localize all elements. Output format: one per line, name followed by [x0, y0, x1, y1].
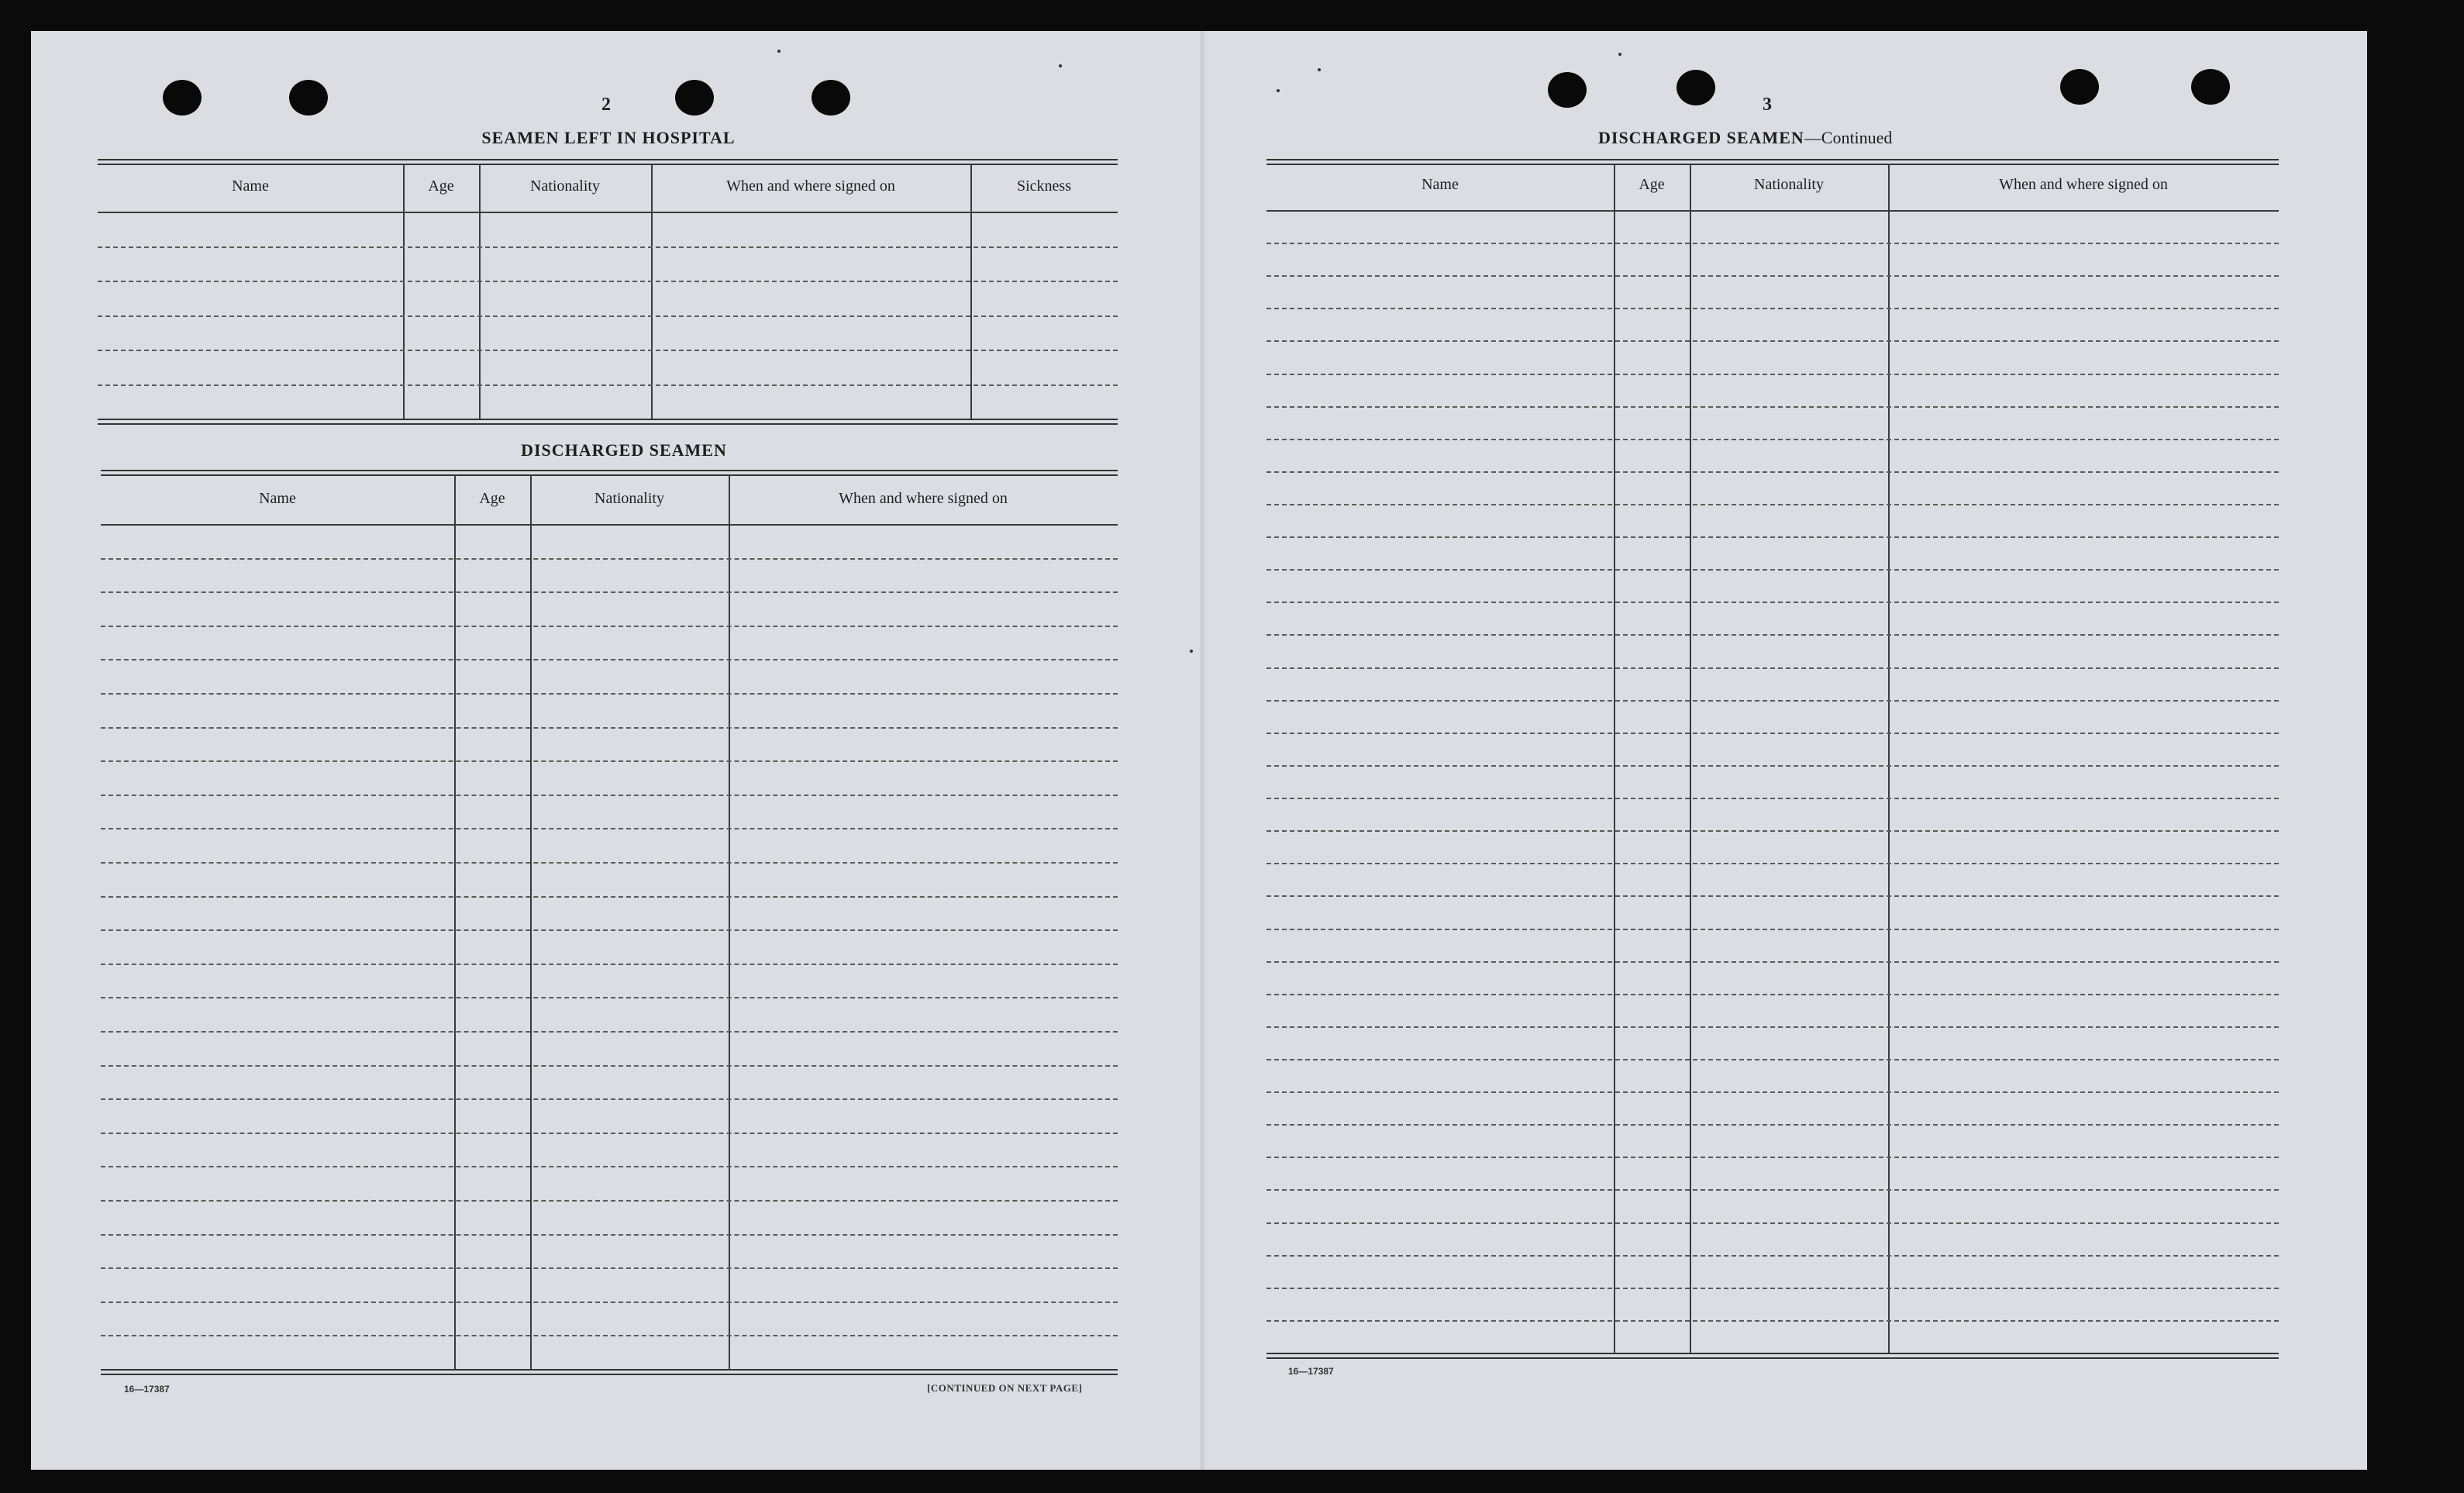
page-number: 2	[601, 95, 611, 115]
discharged-section-title: DISCHARGED SEAMEN	[521, 440, 727, 460]
form-number: 16—17387	[124, 1384, 170, 1395]
table-row	[1266, 765, 2279, 767]
header-rule	[98, 212, 1118, 213]
table-row	[1266, 406, 2279, 408]
table-row	[101, 558, 1118, 560]
table-row	[101, 1335, 1118, 1336]
table-row	[101, 862, 1118, 864]
paper-speck	[1190, 650, 1193, 653]
punch-hole	[1548, 72, 1587, 108]
table-row	[98, 247, 1118, 248]
column-header: Age	[428, 178, 454, 195]
table-bottom-rule	[98, 423, 1118, 425]
paper-speck	[1618, 53, 1621, 56]
table-row	[1266, 929, 2279, 930]
table-row	[98, 281, 1118, 282]
column-header: Name	[232, 178, 269, 195]
table-row	[101, 964, 1118, 965]
table-row	[101, 795, 1118, 796]
column-header: When and where signed on	[1999, 176, 2168, 193]
paper-speck	[777, 50, 781, 53]
table-row	[1266, 798, 2279, 799]
table-row	[1266, 439, 2279, 440]
table-row	[101, 1098, 1118, 1100]
table-row	[101, 1133, 1118, 1134]
table-top-rule	[1266, 159, 2279, 160]
table-row	[1266, 569, 2279, 571]
table-row	[101, 929, 1118, 931]
hospital-section-title: SEAMEN LEFT IN HOSPITAL	[481, 128, 736, 147]
discharged-table	[101, 470, 1118, 1374]
table-row	[1266, 1026, 2279, 1028]
column-header: Nationality	[594, 490, 664, 507]
paper-speck	[1277, 89, 1280, 92]
section-title-suffix: —Continued	[1804, 128, 1893, 147]
table-row	[1266, 308, 2279, 309]
table-bottom-rule	[1266, 1353, 2279, 1354]
paper-speck	[1059, 64, 1062, 67]
table-row	[1266, 504, 2279, 505]
punch-hole	[675, 80, 714, 116]
page-number: 3	[1763, 95, 1772, 115]
table-row	[1266, 1255, 2279, 1257]
table-row	[1266, 340, 2279, 342]
table-top-rule	[98, 159, 1118, 160]
table-row	[101, 1267, 1118, 1269]
table-bottom-rule	[98, 419, 1118, 420]
header-rule	[101, 524, 1118, 526]
table-row	[98, 315, 1118, 317]
paper-speck	[1318, 68, 1321, 71]
column-header: Age	[1639, 176, 1665, 193]
punch-hole	[2060, 69, 2099, 105]
column-header: Name	[1422, 176, 1459, 193]
table-row	[1266, 243, 2279, 244]
punch-hole	[812, 80, 850, 116]
table-row	[1266, 830, 2279, 832]
column-header: Name	[259, 490, 296, 507]
table-row	[1266, 667, 2279, 669]
table-bottom-rule	[101, 1369, 1118, 1371]
table-row	[1266, 700, 2279, 702]
table-row	[101, 896, 1118, 898]
table-bottom-rule	[101, 1374, 1118, 1375]
table-row	[1266, 733, 2279, 734]
column-divider	[479, 164, 481, 419]
table-row	[101, 727, 1118, 729]
punch-hole	[1677, 70, 1715, 105]
table-row	[101, 626, 1118, 627]
table-top-rule	[101, 474, 1118, 476]
table-row	[101, 760, 1118, 762]
table-row	[1266, 1124, 2279, 1126]
column-divider	[651, 164, 653, 419]
hospital-table	[98, 159, 1118, 422]
table-row	[1266, 374, 2279, 375]
table-row	[1266, 634, 2279, 636]
continued-note: [CONTINUED ON NEXT PAGE]	[927, 1382, 1083, 1394]
table-row	[101, 693, 1118, 695]
discharged-continued-title	[1598, 128, 1892, 148]
table-row	[1266, 536, 2279, 538]
table-row	[101, 828, 1118, 829]
table-row	[98, 350, 1118, 351]
column-header: Sickness	[1017, 178, 1071, 195]
table-row	[1266, 1320, 2279, 1322]
table-row	[1266, 863, 2279, 864]
table-row	[1266, 1091, 2279, 1093]
table-row	[101, 1302, 1118, 1303]
table-row	[101, 1200, 1118, 1202]
table-row	[1266, 961, 2279, 963]
table-row	[101, 1031, 1118, 1033]
discharged-continued-table	[1266, 159, 2279, 1359]
table-row	[1266, 471, 2279, 473]
column-divider	[970, 164, 972, 419]
table-top-rule	[101, 470, 1118, 471]
table-top-rule	[1266, 164, 2279, 165]
column-header: Nationality	[530, 178, 600, 195]
punch-hole	[289, 80, 328, 116]
table-row	[1266, 275, 2279, 277]
column-header: When and where signed on	[839, 490, 1008, 507]
column-header: When and where signed on	[726, 178, 895, 195]
table-row	[1266, 895, 2279, 897]
table-row	[101, 1234, 1118, 1236]
form-number: 16—17387	[1288, 1366, 1334, 1377]
column-header: Nationality	[1754, 176, 1824, 193]
table-row	[98, 384, 1118, 386]
table-row	[1266, 602, 2279, 603]
column-header: Age	[479, 490, 505, 507]
table-row	[1266, 1059, 2279, 1060]
table-row	[1266, 1157, 2279, 1158]
center-fold	[1200, 31, 1204, 1470]
table-row	[101, 997, 1118, 998]
header-rule	[1266, 210, 2279, 212]
table-row	[101, 659, 1118, 660]
table-row	[1266, 1189, 2279, 1191]
table-bottom-rule	[1266, 1357, 2279, 1359]
table-row	[101, 1166, 1118, 1167]
table-row	[1266, 1288, 2279, 1289]
table-row	[101, 1065, 1118, 1067]
table-row	[1266, 1222, 2279, 1224]
table-row	[101, 591, 1118, 593]
table-top-rule	[98, 164, 1118, 165]
punch-hole	[163, 80, 202, 116]
table-row	[1266, 994, 2279, 995]
section-title: DISCHARGED SEAMEN	[1598, 128, 1804, 147]
column-divider	[403, 164, 405, 419]
punch-hole	[2191, 69, 2230, 105]
